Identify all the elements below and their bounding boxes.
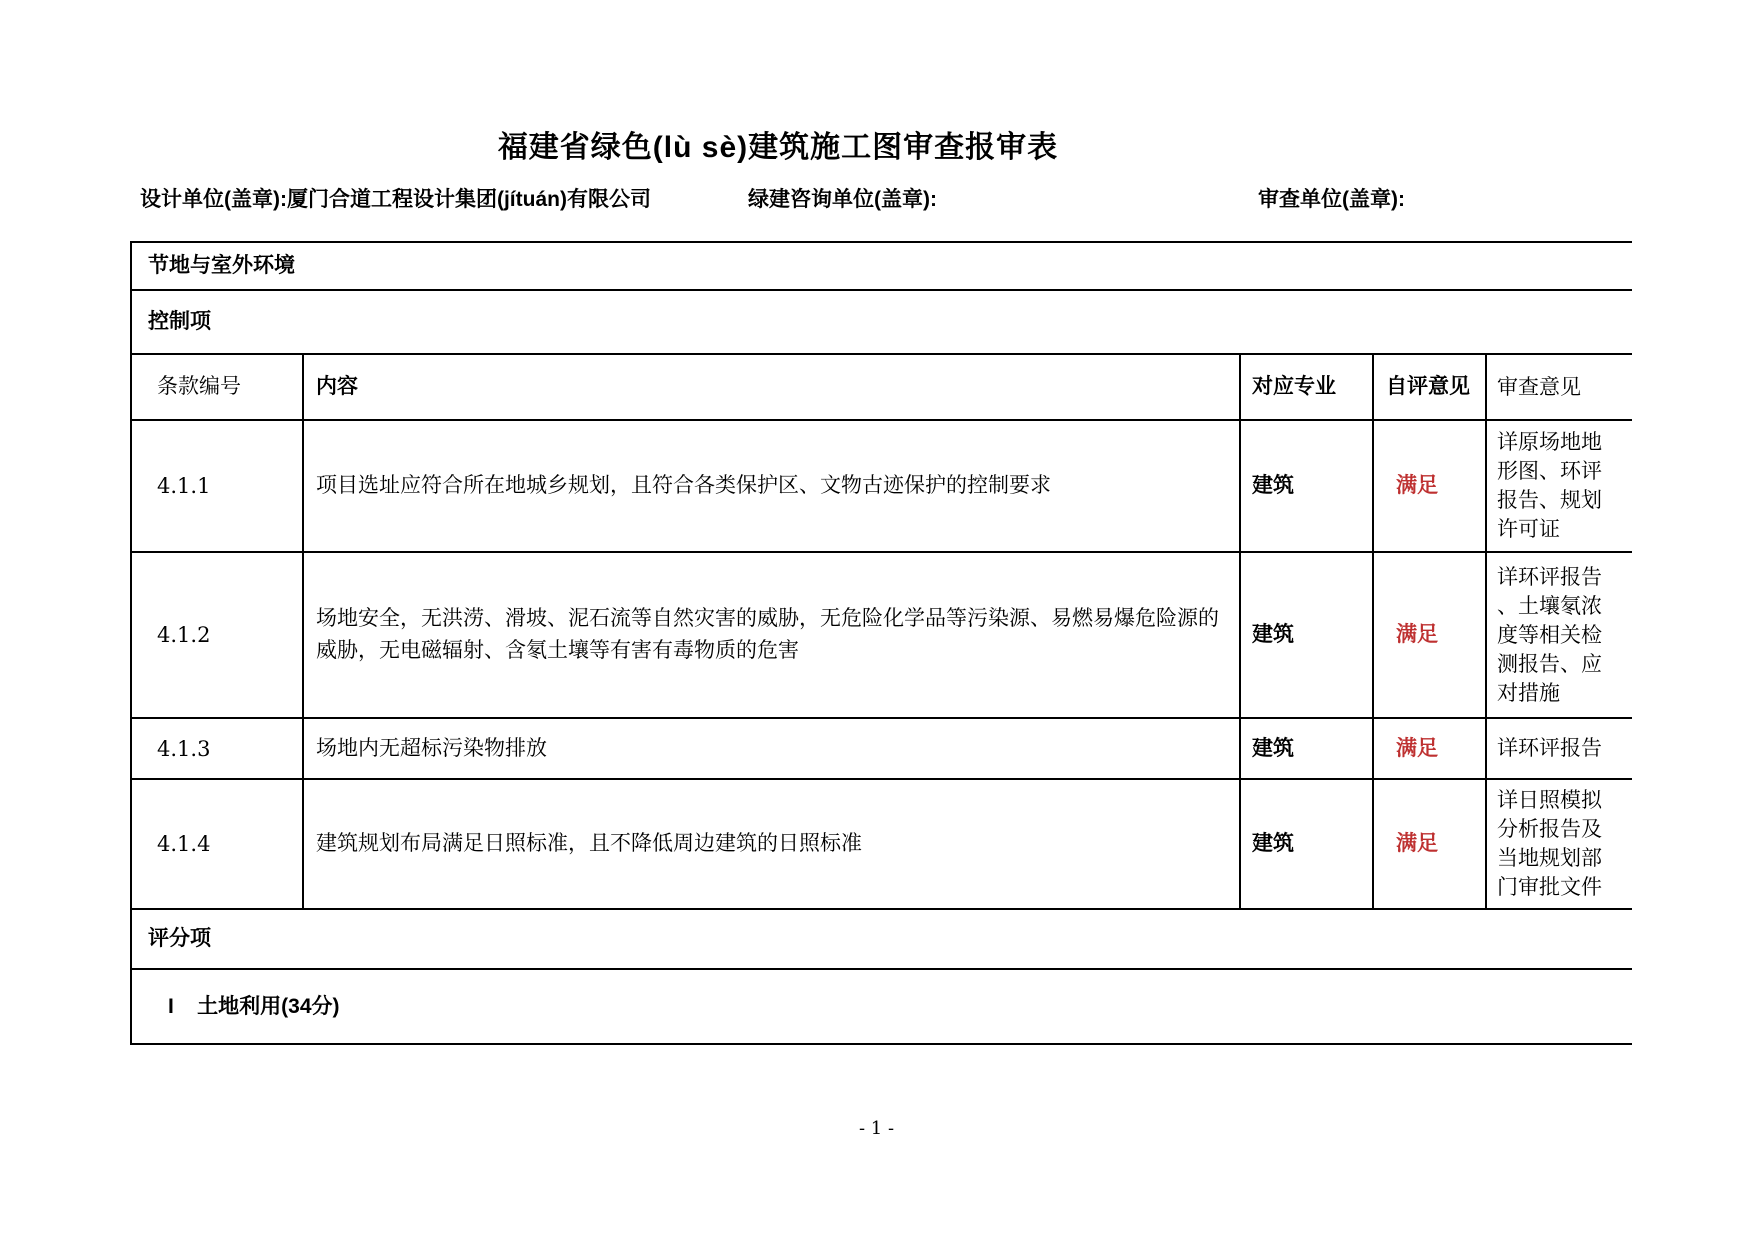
table-row-self-eval: 满足: [1374, 553, 1485, 717]
table-row-self-eval: 满足: [1374, 421, 1485, 551]
table-row-self-eval: 满足: [1374, 719, 1485, 778]
table-row-specialty: 建筑: [1241, 421, 1372, 551]
table-row-review-opinion: 详原场地地 形图、环评 报告、规划 许可证: [1487, 421, 1634, 551]
table-row-clause-number: 4.1.3: [132, 719, 302, 778]
design-unit-label: 设计单位(盖章):厦门合道工程设计集团(jítuán)有限公司: [140, 188, 651, 211]
section-header-row: 节地与室外环境: [132, 243, 1634, 289]
table-row-review-opinion: 详环评报告 、土壤氡浓 度等相关检 测报告、应 对措施: [1487, 553, 1634, 717]
table-row-content: 场地内无超标污染物排放: [304, 719, 1239, 778]
consult-unit-label: 绿建咨询单位(盖章):: [748, 188, 937, 211]
table-row-review-opinion: 详日照模拟 分析报告及 当地规划部 门审批文件: [1487, 780, 1634, 908]
page-title: 福建省绿色(lù sè)建筑施工图审查报审表: [497, 131, 1059, 164]
review-table: [130, 241, 1632, 1045]
score-items-row: 评分项: [132, 910, 1634, 968]
table-row-self-eval: 满足: [1374, 780, 1485, 908]
table-row-content: 建筑规划布局满足日照标准，且不降低周边建筑的日照标准: [304, 780, 1239, 908]
table-row-specialty: 建筑: [1241, 553, 1372, 717]
table-row-review-opinion: 详环评报告: [1487, 719, 1634, 778]
table-row-clause-number: 4.1.2: [132, 553, 302, 717]
control-items-row: 控制项: [132, 291, 1634, 353]
table-row-specialty: 建筑: [1241, 780, 1372, 908]
review-unit-label: 审查单位(盖章):: [1258, 188, 1405, 211]
table-row-specialty: 建筑: [1241, 719, 1372, 778]
stamp-line: [0, 183, 1753, 211]
column-header-content: 内容: [304, 355, 1239, 419]
land-use-section-row: I 土地利用(34分): [132, 970, 1634, 1043]
table-row-content: 场地安全，无洪涝、滑坡、泥石流等自然灾害的威胁，无危险化学品等污染源、易燃易爆危险源的威胁，无电磁辐射、含氡土壤等有害有毒物质的危害: [304, 553, 1239, 717]
column-header-review: 审查意见: [1487, 355, 1634, 419]
column-header-self-eval: 自评意见: [1374, 355, 1485, 419]
table-row-clause-number: 4.1.4: [132, 780, 302, 908]
table-row-content: 项目选址应符合所在地城乡规划，且符合各类保护区、文物古迹保护的控制要求: [304, 421, 1239, 551]
column-header-clause: 条款编号: [132, 355, 302, 419]
page-number: - 1 -: [858, 1118, 895, 1139]
table-row-clause-number: 4.1.1: [132, 421, 302, 551]
column-header-specialty: 对应专业: [1241, 355, 1372, 419]
